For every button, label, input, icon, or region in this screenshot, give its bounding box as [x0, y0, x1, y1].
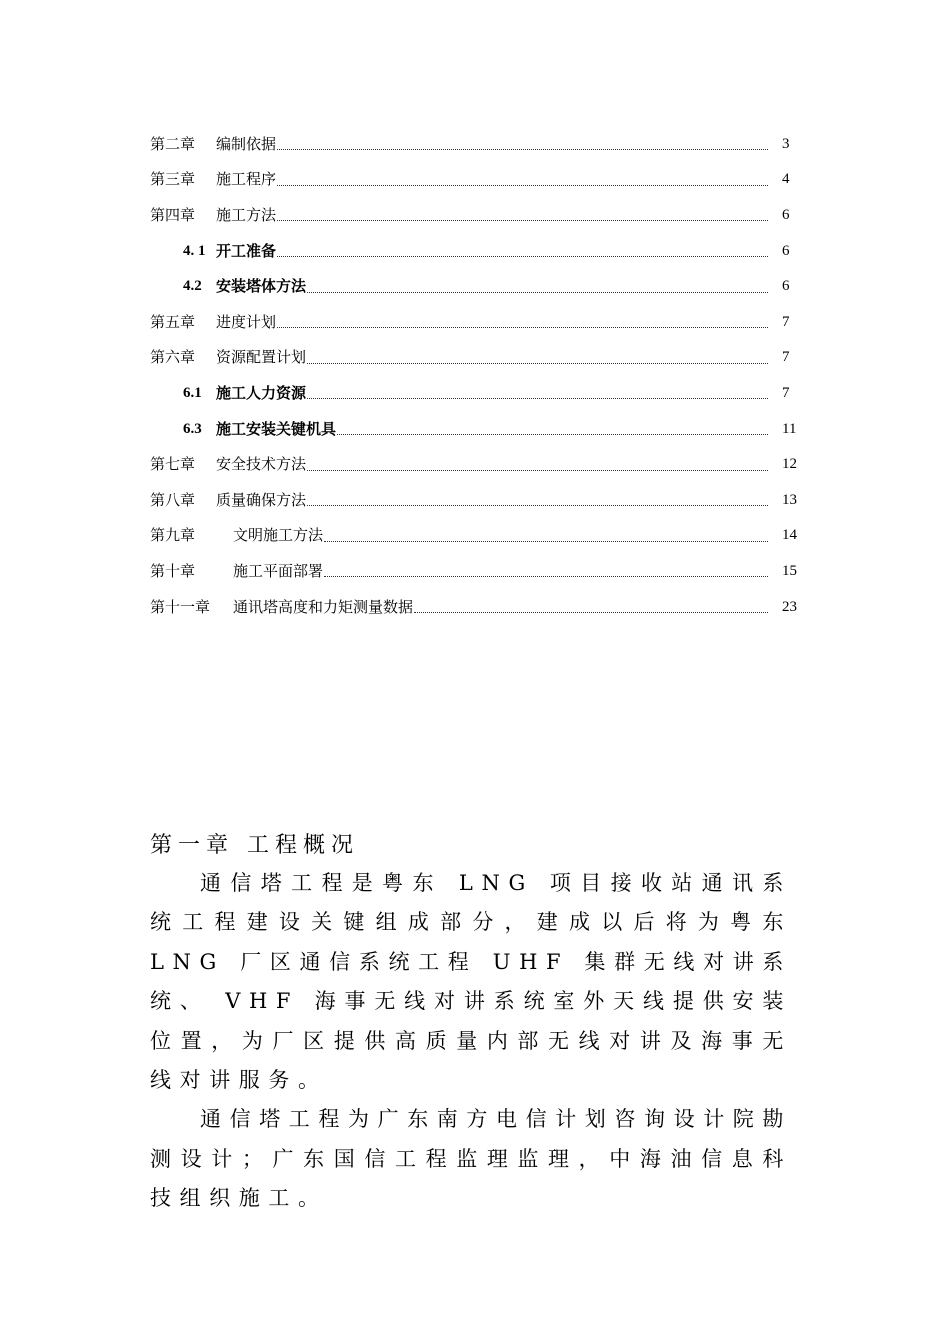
toc-entry[interactable] [150, 446, 810, 482]
toc-entry-number: 第十章 [150, 561, 196, 580]
toc-entry-number: 第三章 [150, 170, 196, 189]
toc-entry[interactable] [150, 518, 810, 554]
toc-entry-page: 6 [782, 206, 790, 223]
toc-entry[interactable] [150, 482, 810, 518]
toc-entry-number: 第六章 [150, 348, 196, 367]
toc-entry-title: 施工方法 [216, 205, 277, 224]
toc-entry-page: 3 [782, 135, 790, 152]
toc-entry-title: 资源配置计划 [216, 348, 307, 367]
toc-leader-dots [307, 470, 768, 471]
toc-leader-dots [414, 612, 768, 613]
toc-entry-title: 施工安装关键机具 [216, 419, 337, 438]
toc-leader-dots [307, 363, 768, 364]
toc-entry-number: 第十一章 [150, 597, 211, 616]
toc-leader-dots [277, 185, 768, 186]
toc-entry[interactable] [150, 411, 810, 447]
toc-entry-title: 质量确保方法 [216, 490, 307, 509]
toc-entry-page: 7 [782, 384, 790, 401]
toc-entry-page: 7 [782, 313, 790, 330]
toc-entry-title: 文明施工方法 [233, 526, 324, 545]
toc-entry[interactable] [150, 589, 810, 625]
toc-entry-page: 14 [782, 527, 797, 544]
toc-entry-page: 15 [782, 562, 797, 579]
toc-entry-number: 第八章 [150, 490, 196, 509]
toc-entry-page: 23 [782, 598, 797, 615]
toc-entry-title: 施工程序 [216, 170, 277, 189]
chapter-title: 第一章 工程概况 [150, 833, 359, 858]
toc-entry[interactable] [150, 162, 810, 198]
toc-entry-number: 6.3 [183, 420, 202, 437]
toc-entry-title: 施工人力资源 [216, 383, 307, 402]
toc-entry-page: 12 [782, 456, 797, 473]
toc-leader-dots [277, 149, 768, 150]
toc-leader-dots [324, 541, 768, 542]
toc-entry-page: 13 [782, 491, 797, 508]
toc-leader-dots [307, 292, 768, 293]
toc-entry-page: 11 [782, 420, 797, 437]
toc-entry-page: 7 [782, 349, 790, 366]
toc-entry[interactable] [150, 304, 810, 340]
toc-leader-dots [337, 434, 768, 435]
toc-entry[interactable] [150, 375, 810, 411]
toc-entry-title: 通讯塔高度和力矩测量数据 [233, 597, 414, 616]
toc-entry-number: 4.2 [183, 278, 202, 295]
toc-leader-dots [307, 398, 768, 399]
toc-leader-dots [277, 327, 768, 328]
toc-leader-dots [324, 576, 768, 577]
table-of-contents [150, 126, 810, 624]
toc-entry[interactable] [150, 268, 810, 304]
toc-entry-title: 施工平面部署 [233, 561, 324, 580]
toc-entry-number: 第五章 [150, 312, 196, 331]
chapter-body [150, 864, 792, 1219]
paragraph-1: 通信塔工程是粤东 LNG 项目接收站通讯系统工程建设关键组成部分，建成以后将为粤东 LNG 厂区通信系统工程 UHF 集群无线对讲系统、 VHF 海事无线对讲系统室外天线提供安装位置，为厂区提供高质量内部无线对讲及海事无线对讲服务。 [150, 871, 792, 1093]
toc-entry-number: 第九章 [150, 526, 196, 545]
toc-entry-number: 第二章 [150, 134, 196, 153]
toc-entry-title: 编制依据 [216, 134, 277, 153]
toc-leader-dots [307, 505, 768, 506]
toc-entry[interactable] [150, 233, 810, 269]
toc-entry-number: 第七章 [150, 455, 196, 474]
toc-entry-page: 4 [782, 171, 790, 188]
paragraph-2: 通信塔工程为广东南方电信计划咨询设计院勘测设计；广东国信工程监理监理，中海油信息科技组织施工。 [150, 1107, 792, 1211]
toc-entry-page: 6 [782, 242, 790, 259]
toc-entry[interactable] [150, 197, 810, 233]
toc-leader-dots [277, 256, 768, 257]
toc-entry-title: 安装塔体方法 [216, 277, 307, 296]
toc-entry-number: 第四章 [150, 205, 196, 224]
toc-entry-page: 6 [782, 278, 790, 295]
toc-entry-title: 进度计划 [216, 312, 277, 331]
toc-leader-dots [277, 220, 768, 221]
toc-entry[interactable] [150, 340, 810, 376]
toc-entry[interactable] [150, 553, 810, 589]
toc-entry-title: 安全技术方法 [216, 455, 307, 474]
toc-entry-number: 6.1 [183, 384, 202, 401]
toc-entry-number: 4. 1 [183, 242, 206, 259]
toc-entry-title: 开工准备 [216, 241, 277, 260]
toc-entry[interactable] [150, 126, 810, 162]
